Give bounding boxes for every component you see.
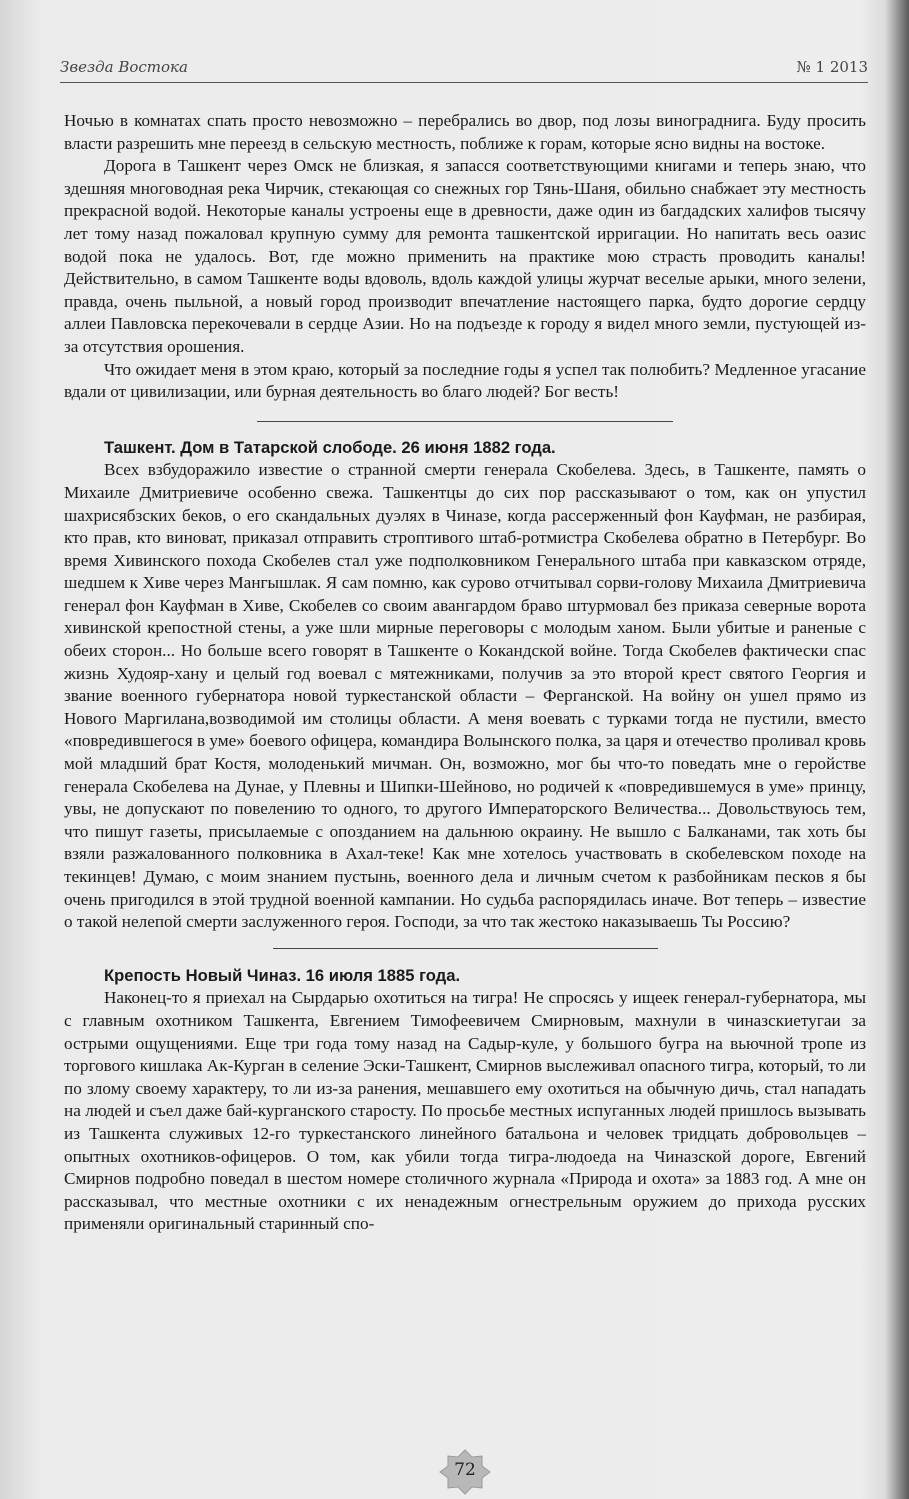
- section-divider: [257, 421, 673, 422]
- paragraph: Наконец-то я приехал на Сырдарью охотиться на тигра! Не спросясь у ищеек генерал-губернатора, мы с главным охотником Ташкента, Евгением Тимофеевичем Смирновым, махнули в чиназскиетугаи за острыми ощущениями. Еще три года тому назад на Садыр-куле, у большого бугра на вьючной тропе из торгового кишлака Ак-Курган в селение Эски-Ташкент, Смирнов выслеживал опасного тигра, который, то ли по злому своему характеру, то ли из-за ранения, мешавшего ему охотиться на обычную дичь, стал нападать на людей и съел даже бай-курганского старосту. По просьбе местных испуганных людей пришлось вызывать из Ташкента служивых 12-го туркестанского линейного батальона и человек тридцать добровольцев – опытных охотников-офицеров. О том, как убили тогда тигра-людоеда на Чиназской дороге, Евгений Смирнов подробно поведал в шестом номере столичного журнала «Природа и охота» за 1883 год. А мне он рассказывал, что местные охотники с их ненадежным огнестрельным оружием до прихода русских применяли оригинальный старинный спо-: [64, 988, 866, 1234]
- running-header: [60, 58, 868, 80]
- section-heading: Ташкент. Дом в Татарской слободе. 26 июня 1882 года.: [104, 437, 556, 457]
- page-number-badge: [438, 1448, 492, 1496]
- journal-title: Звезда Востока: [60, 58, 188, 76]
- section-divider: [273, 948, 658, 949]
- paragraph: Всех взбудоражило известие о странной смерти генерала Скобелева. Здесь, в Ташкенте, память о Михаиле Дмитриевиче особенно свежа. Ташкентцы до сих пор рассказывают о том, как он упустил шахрисябзских беков, о его скандальных дуэлях в Чиназе, когда рассерженный фон Кауфман, не разбирая, кто прав, кто виноват, приказал отправить строптивого штаб-ротмистра Скобелева обратно в Петербург. Во время Хивинского похода Скобелев стал уже подполковником Генерального штаба при кавказском отряде, шедшем к Хиве через Мангышлак. Я сам помню, как сурово отчитывал сорви-голову Михаила Дмитриевича генерал фон Кауфман в Хиве, Скобелев со своим авангардом браво штурмовал без приказа северные ворота хивинской крепостной стены, а уже шли мирные переговоры с молодым ханом. Были убитые и раненые с обеих сторон... Но больше всего говорят в Ташкенте о Кокандской войне. Тогда Скобелев фактически спас жизнь Худояр-хану и целый год воевал с мятежниками, получив за это второй крест святого Георгия и звание военного губернатора новой туркестанской области – Ферганской. На войну он ушел прямо из Нового Маргилана,возводимой им столицы области. А меня воевать с турками тогда не пустили, вместо «повредившегося в уме» боевого офицера, командира Волынского полка, за царя и отечество проливал кровь мой младший брат Костя, молоденький мичман. Он, возможно, мог бы что-то поведать мне о геройстве генерала Скобелева на Дунае, у Плевны и Шипки-Шейново, но родичей к «повредившемуся в уме» принцу, увы, не допускают по повелению то одного, то другого Императорского Величества... Довольствуюсь тем, что пишут газеты, присылаемые с опозданием на дальнюю окраину. Не вышло с Балканами, так хоть бы взяли разжалованного полковника в Ахал-теке! Как мне хотелось участвовать в скобелевском походе на текинцев! Думаю, с моим знанием пустынь, военного дела и личным счетом к разбойникам песков я бы очень пригодился в этой трудной военной кампании. Но судьба распорядилась иначе. Вот теперь – известие о такой нелепой смерти заслуженного героя. Господи, за что так жестоко наказываешь Ты Россию?: [64, 460, 866, 932]
- paragraph: Что ожидает меня в этом краю, который за последние годы я успел так полюбить? Медленное угасание вдали от цивилизации, или бурная деятельность во благо людей? Бог весть!: [64, 359, 866, 402]
- section-heading: Крепость Новый Чиназ. 16 июля 1885 года.: [104, 965, 461, 985]
- article-body: [64, 110, 866, 1236]
- header-rule: [60, 82, 868, 83]
- paragraph: Ночью в комнатах спать просто невозможно – перебрались во двор, под лозы винограднига. Буду просить власти разрешить мне переезд в сельскую местность, поближе к горам, которые ясно видны на востоке.: [64, 111, 866, 153]
- paragraph: Дорога в Ташкент через Омск не близкая, я запасся соответствующими книгами и теперь знаю, что здешняя многоводная река Чирчик, стекающая со снежных гор Тянь-Шаня, обильно снабжает эту местность прекрасной водой. Некоторые каналы устроены еще в древности, даже один из багдадских халифов тысячу лет тому назад пожаловал крупную сумму для ремонта ташкентской ирригации. Но напитать весь оазис водой пока не удалось. Вот, где можно применить на практике мою страсть проводить каналы! Действительно, в самом Ташкенте воды вдоволь, вдоль каждой улицы журчат веселые арыки, много зелени, правда, очень пыльной, а новый город производит впечатление настоящего парка, будто дорогие сердцу аллеи Павловска перекочевали в сердце Азии. Но на подъезде к городу я видел много земли, пустующей из-за отсутствия орошения.: [64, 156, 866, 356]
- issue-number: № 1 2013: [796, 58, 868, 76]
- page-number: 72: [454, 1460, 476, 1480]
